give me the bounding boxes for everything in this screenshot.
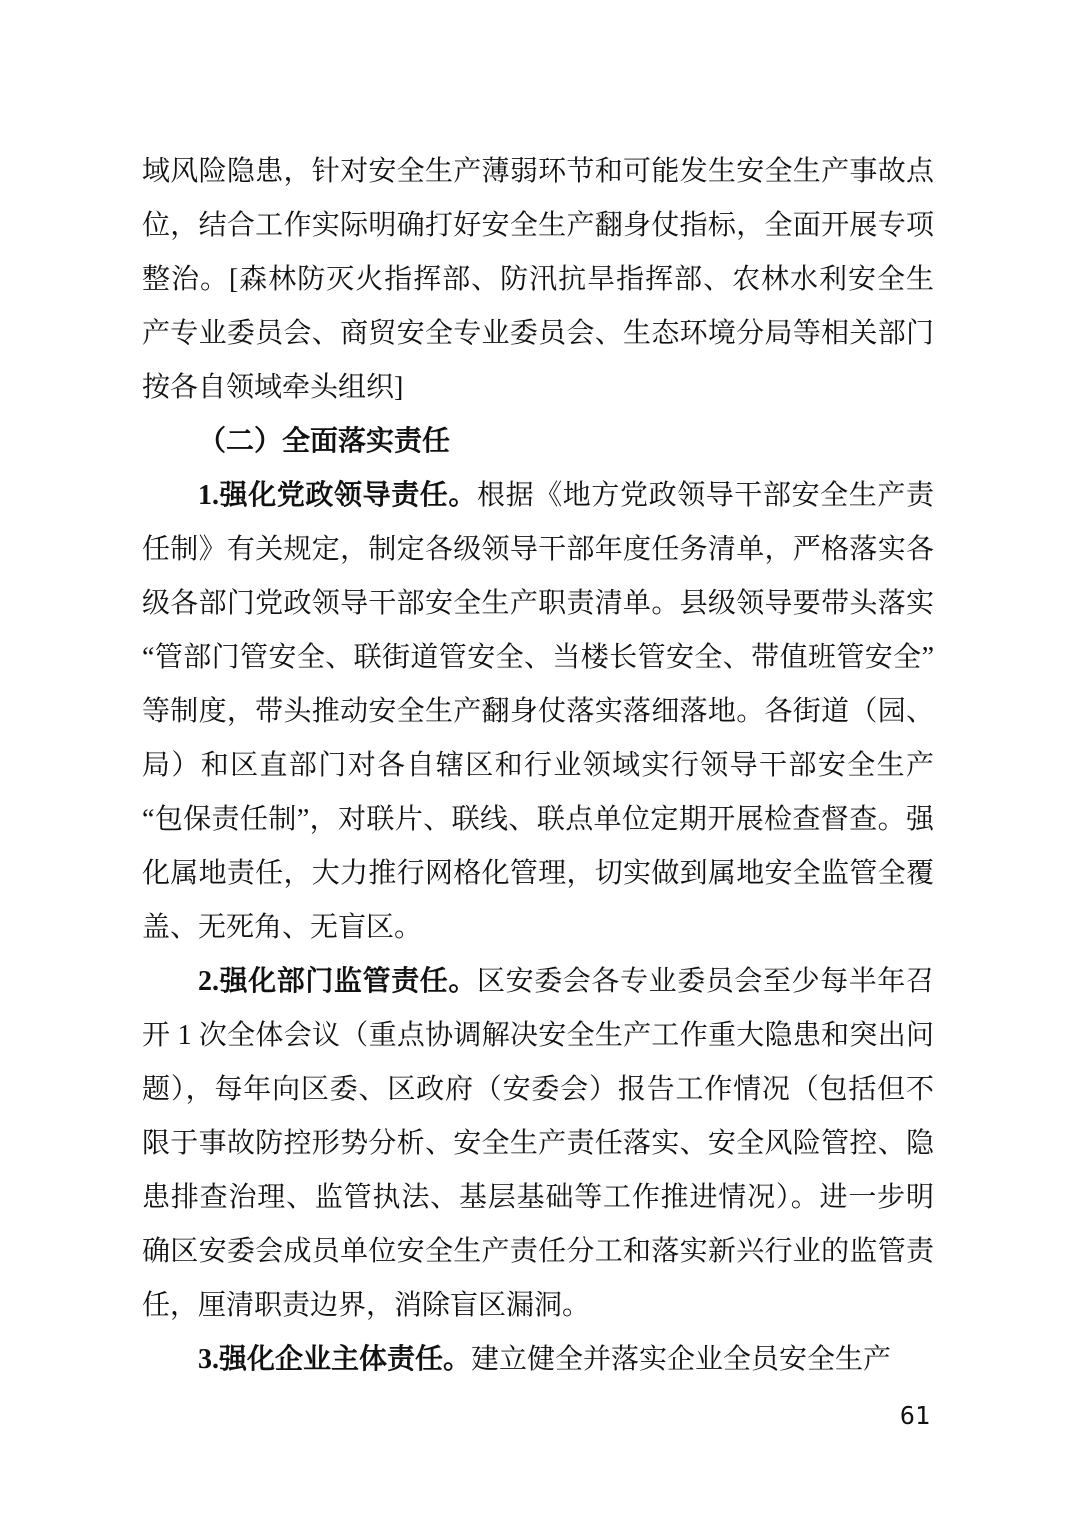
paragraph-continuation-text: 域风险隐患，针对安全生产薄弱环节和可能发生安全生产事故点位，结合工作实际明确打好安全生产翻身仗指标，全面开展专项整治。[森林防灭火指挥部、防汛抗旱指挥部、农林水利安全生产专业委员会、商贸安全专业委员会、生态环境分局等相关部门按各自领域牵头组织] (142, 156, 934, 403)
paragraph-item-1-lead: 1.强化党政领导责任。 (198, 480, 477, 511)
page-number: 61 (899, 1401, 930, 1430)
paragraph-item-2-lead: 2.强化部门监管责任。 (198, 966, 477, 997)
paragraph-continuation (142, 145, 934, 415)
paragraph-item-1 (142, 469, 934, 955)
section-heading (142, 415, 934, 469)
paragraph-item-2 (142, 955, 934, 1333)
paragraph-item-3 (142, 1333, 934, 1387)
paragraph-item-3-text: 建立健全并落实企业全员安全生产 (471, 1344, 892, 1375)
section-heading-text: （二）全面落实责任 (198, 426, 451, 457)
document-body (142, 145, 934, 1387)
paragraph-item-3-lead: 3.强化企业主体责任。 (198, 1344, 472, 1375)
paragraph-item-2-text: 区安委会各专业委员会至少每半年召开 1 次全体会议（重点协调解决安全生产工作重大隐患和突出问题），每年向区委、区政府（安委会）报告工作情况（包括但不限于事故防控形势分析、安全生产责任落实、安全风险管控、隐患排查治理、监管执法、基层基础等工作推进情况）。进一步明确区安委会成员单位安全生产责任分工和落实新兴行业的监管责任，厘清职责边界，消除盲区漏洞。 (142, 966, 934, 1321)
paragraph-item-1-text: 根据《地方党政领导干部安全生产责任制》有关规定，制定各级领导干部年度任务清单，严格落实各级各部门党政领导干部安全生产职责清单。县级领导要带头落实“管部门管安全、联街道管安全、当楼长管安全、带值班管安全”等制度，带头推动安全生产翻身仗落实落细落地。各街道（园、局）和区直部门对各自辖区和行业领域实行领导干部安全生产“包保责任制”，对联片、联线、联点单位定期开展检查督查。强化属地责任，大力推行网格化管理，切实做到属地安全监管全覆盖、无死角、无盲区。 (142, 480, 934, 943)
